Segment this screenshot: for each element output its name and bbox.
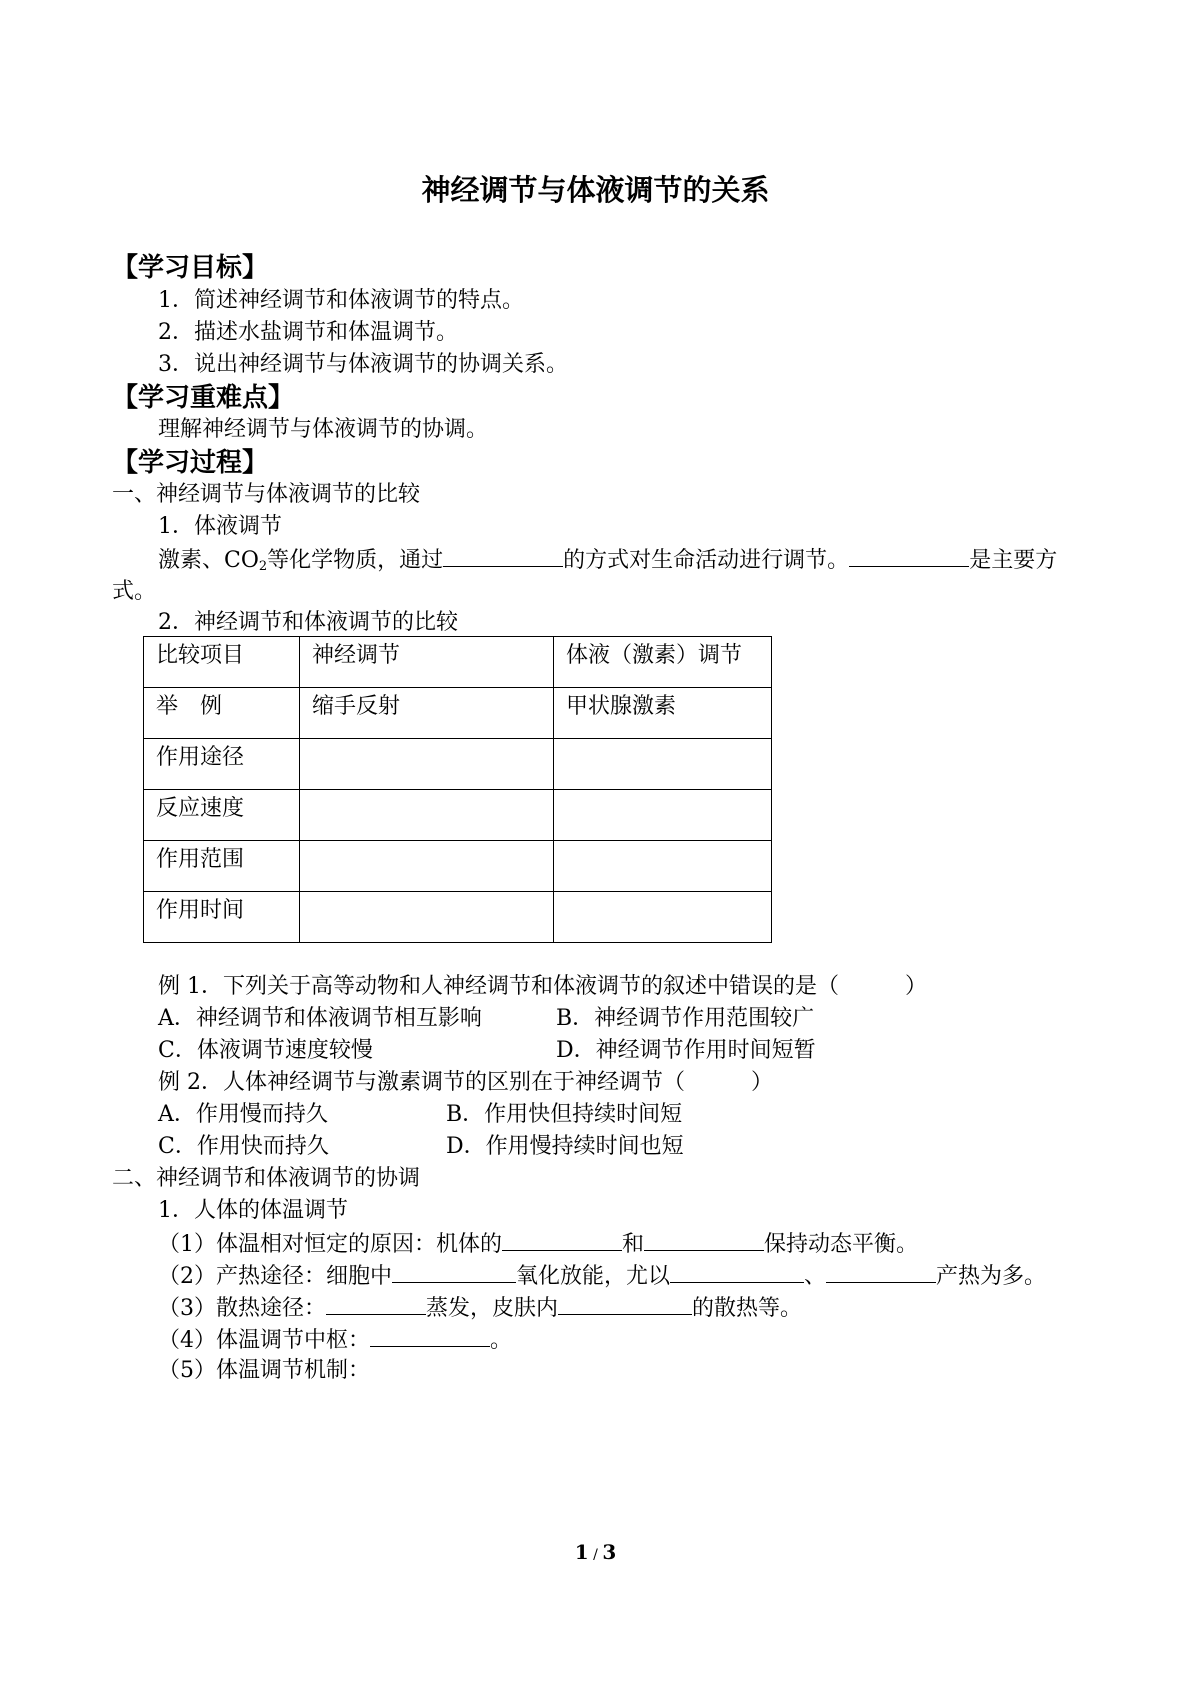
table-cell[interactable] [554, 739, 772, 790]
text-segment: 的方式对生命活动进行调节。 [563, 548, 850, 573]
example-2-option-a[interactable]: A．作用慢而持久 [158, 1102, 328, 1127]
fill-line-humoral [158, 544, 1057, 582]
comparison-table [143, 636, 772, 943]
question-1 [158, 1228, 918, 1260]
table-cell[interactable] [300, 892, 554, 943]
text-segment: （2）产热途径：细胞中 [158, 1264, 392, 1289]
fill-line-wrap: 式。 [112, 579, 157, 604]
table-cell: 甲状腺激素 [554, 688, 772, 739]
table-cell[interactable] [554, 841, 772, 892]
question-2 [158, 1260, 1046, 1292]
example-1-option-a[interactable]: A．神经调节和体液调节相互影响 [158, 1006, 482, 1031]
goal-item-1: 1．简述神经调节和体液调节的特点。 [158, 288, 524, 313]
table-row [144, 841, 772, 892]
goal-item-2: 2．描述水盐调节和体温调节。 [158, 320, 458, 345]
part1-sub2: 2．神经调节和体液调节的比较 [158, 610, 458, 635]
table-row [144, 688, 772, 739]
table-row [144, 892, 772, 943]
part1-heading: 一、神经调节与体液调节的比较 [112, 482, 421, 507]
example-1-question: 例 1．下列关于高等动物和人神经调节和体液调节的叙述中错误的是（ ） [158, 974, 927, 999]
table-header-row [144, 637, 772, 688]
goal-item-3: 3．说出神经调节与体液调节的协调关系。 [158, 352, 568, 377]
text-segment: 保持动态平衡。 [764, 1232, 919, 1257]
text-segment: 激素、CO [158, 548, 259, 573]
part2-sub1: 1．人体的体温调节 [158, 1198, 348, 1223]
text-segment: 和 [622, 1232, 645, 1257]
part2-heading: 二、神经调节和体液调节的协调 [112, 1166, 421, 1191]
example-1-option-c[interactable]: C．体液调节速度较慢 [158, 1038, 373, 1063]
answer-blank[interactable] [443, 544, 563, 567]
text-segment: （4）体温调节中枢： [158, 1328, 370, 1353]
example-1-option-d[interactable]: D．神经调节作用时间短暂 [556, 1038, 816, 1063]
example-2-option-b[interactable]: B．作用快但持续时间短 [446, 1102, 683, 1127]
example-2-question: 例 2．人体神经调节与激素调节的区别在于神经调节（ ） [158, 1070, 773, 1095]
page-total: 3 [602, 1540, 617, 1564]
text-segment: 是主要方 [969, 548, 1058, 573]
table-cell[interactable] [554, 790, 772, 841]
part1-sub1: 1．体液调节 [158, 514, 282, 539]
table-cell: 作用途径 [144, 739, 300, 790]
text-segment: （1）体温相对恒定的原因：机体的 [158, 1232, 502, 1257]
table-header-cell: 神经调节 [300, 637, 554, 688]
answer-blank[interactable] [849, 544, 969, 567]
answer-blank[interactable] [558, 1292, 692, 1315]
text-segment: 等化学物质，通过 [267, 548, 444, 573]
question-4 [158, 1324, 512, 1356]
page-title: 神经调节与体液调节的关系 [421, 173, 770, 207]
table-cell: 作用时间 [144, 892, 300, 943]
answer-blank[interactable] [644, 1228, 764, 1251]
process-heading: 【学习过程】 [112, 448, 269, 478]
answer-blank[interactable] [670, 1260, 804, 1283]
question-3 [158, 1292, 802, 1324]
answer-blank[interactable] [502, 1228, 622, 1251]
page-current: 1 [574, 1540, 589, 1564]
key-heading: 【学习重难点】 [112, 383, 295, 413]
table-header-cell: 比较项目 [144, 637, 300, 688]
table-header-cell: 体液（激素）调节 [554, 637, 772, 688]
answer-blank[interactable] [392, 1260, 516, 1283]
text-segment: 产热为多。 [936, 1264, 1047, 1289]
table-cell: 作用范围 [144, 841, 300, 892]
text-segment: 的散热等。 [692, 1296, 803, 1321]
answer-blank[interactable] [326, 1292, 426, 1315]
goals-heading: 【学习目标】 [112, 253, 269, 283]
table-cell[interactable] [300, 841, 554, 892]
text-segment: 蒸发，皮肤内 [426, 1296, 559, 1321]
text-segment: 、 [804, 1264, 827, 1289]
table-cell[interactable] [300, 790, 554, 841]
answer-blank[interactable] [370, 1324, 490, 1347]
table-row [144, 790, 772, 841]
page-number [0, 1540, 1191, 1564]
example-2-option-d[interactable]: D．作用慢持续时间也短 [446, 1134, 684, 1159]
answer-blank[interactable] [826, 1260, 936, 1283]
table-cell[interactable] [300, 739, 554, 790]
question-5: （5）体温调节机制： [158, 1358, 370, 1383]
table-cell: 缩手反射 [300, 688, 554, 739]
example-2-option-c[interactable]: C．作用快而持久 [158, 1134, 329, 1159]
page-separator: / [588, 1547, 603, 1563]
text-segment: 。 [490, 1328, 513, 1353]
key-text: 理解神经调节与体液调节的协调。 [158, 417, 489, 442]
text-segment: 氧化放能，尤以 [516, 1264, 671, 1289]
table-cell: 举 例 [144, 688, 300, 739]
table-row [144, 739, 772, 790]
text-segment: （3）散热途径： [158, 1296, 326, 1321]
co2-subscript: 2 [258, 559, 268, 574]
example-1-option-b[interactable]: B．神经调节作用范围较广 [556, 1006, 815, 1031]
table-cell[interactable] [554, 892, 772, 943]
table-cell: 反应速度 [144, 790, 300, 841]
